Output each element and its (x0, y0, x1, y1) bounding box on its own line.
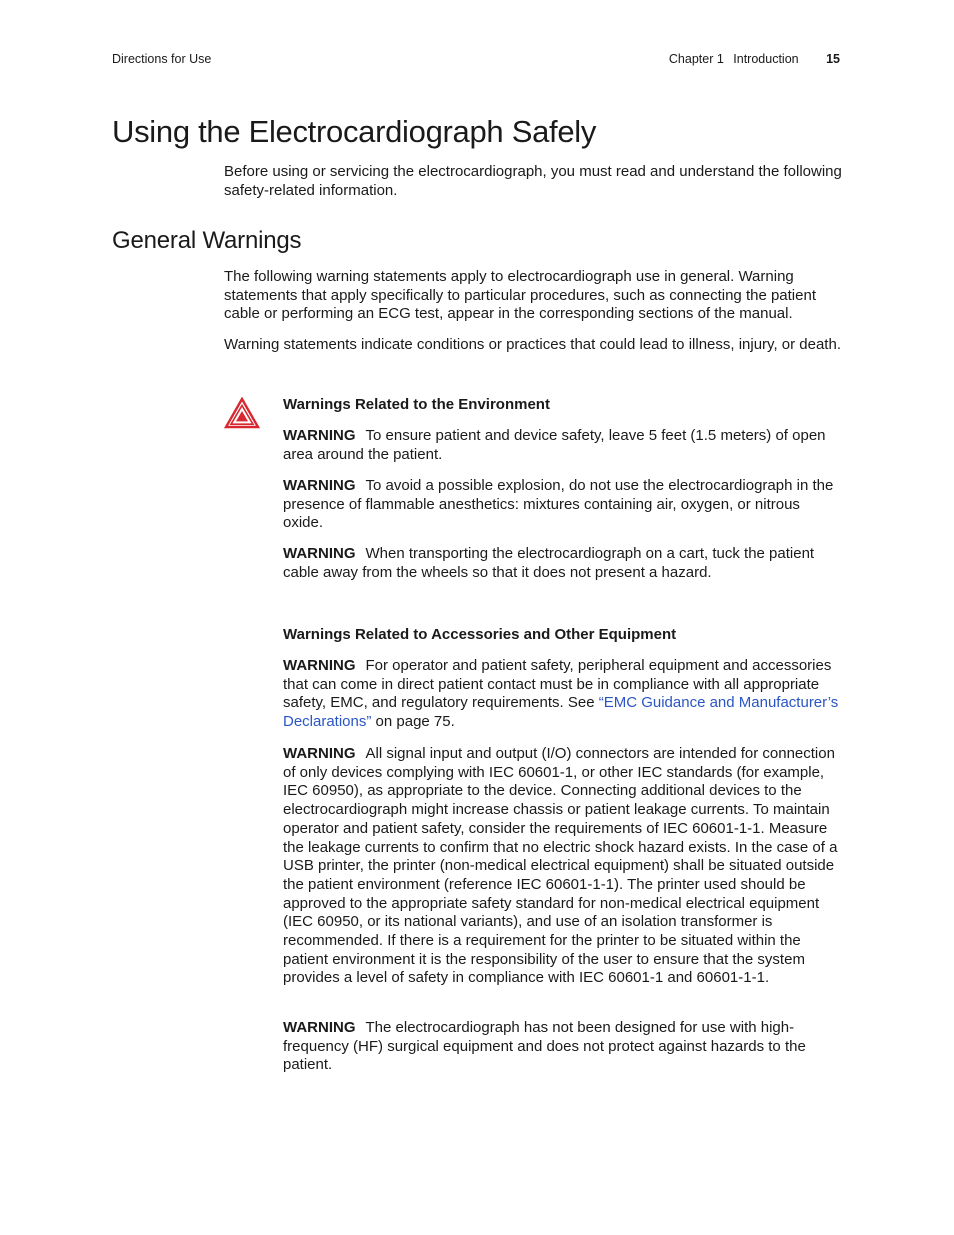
doc-title: Directions for Use (112, 52, 212, 66)
warning-text: To avoid a possible explosion, do not use the electrocardiograph in the presence of flammable anesthetics: mixtures containing air, oxygen, or nitrous oxide. (283, 477, 834, 532)
section-heading-general-warnings: General Warnings (112, 227, 302, 254)
header-right (669, 52, 840, 66)
environment-warning-1 (283, 427, 841, 464)
page-title: Using the Electrocardiograph Safely (112, 114, 597, 149)
chapter-label: Chapter 1 (668, 52, 724, 66)
accessories-warning-1 (283, 657, 841, 732)
warning-text: The electrocardiograph has not been designed for use with high-frequency (HF) surgical equipment and does not protect against hazards to the patient. (283, 1019, 806, 1074)
warning-text: All signal input and output (I/O) connectors are intended for connection of only devices complying with IEC 60601-1, or other IEC standards (for example, IEC 60950), as appropriate to the device. Connecting additional devices to the electrocardiograph might increase chassis or patient leakage currents. To maintain operator and patient safety, consider the requirements of IEC 60601-1-1. Measure the leakage currents to confirm that no electric shock hazard exists. In the case of a USB printer, the printer (non-medical electrical equipment) shall be situated outside the patient environment (reference IEC 60601-1-1). The printer used should be approved to the appropriate safety standard for non-medical electrical equipment (IEC 60950, or its national variants), and use of an isolation transformer is recommended. If there is a requirement for the printer to be situated within the patient environment it is the responsibility of the user to ensure that the system provides a level of safety in compliance with IEC 60601-1 and 60601-1-1. (283, 745, 838, 987)
emc-guidance-link[interactable]: “EMC Guidance and Manufacturer’s Declarations” (283, 694, 839, 731)
environment-warning-3 (283, 545, 841, 582)
warning-text: When transporting the electrocardiograph on a cart, tuck the patient cable away from the wheels so that it does not present a hazard. (283, 545, 815, 581)
environment-warning-2 (283, 477, 841, 533)
warning-label: WARNING (283, 745, 356, 762)
page-header (112, 52, 840, 70)
page-number: 15 (826, 52, 840, 66)
warning-text: For operator and patient safety, peripheral equipment and accessories that can come in direct patient contact must be in compliance with all appropriate safety, EMC, and regulatory requirements. See (283, 657, 832, 712)
accessories-warning-3 (283, 1019, 841, 1075)
warning-text-after: on page 75. (371, 713, 455, 731)
warning-label: WARNING (283, 1019, 356, 1036)
warning-label: WARNING (283, 427, 356, 444)
section-label: Introduction (733, 52, 799, 66)
intro-paragraph: Before using or servicing the electrocardiograph, you must read and understand the following safety-related information. (224, 163, 842, 199)
warning-label: WARNING (283, 545, 356, 562)
general-warnings-paragraph-2: Warning statements indicate conditions or practices that could lead to illness, injury, or death. (224, 336, 841, 353)
accessories-warning-2 (283, 745, 841, 988)
accessories-warnings-heading: Warnings Related to Accessories and Other Equipment (283, 626, 677, 643)
warning-label: WARNING (283, 657, 356, 674)
warning-label: WARNING (283, 477, 356, 494)
warning-text: To ensure patient and device safety, leave 5 feet (1.5 meters) of open area around the patient. (283, 427, 826, 463)
general-warnings-paragraph-1: The following warning statements apply to electrocardiograph use in general. Warning statements that apply specifically to particular procedures, such as connecting the patient cable or performing an ECG test, appear in the corresponding sections of the manual. (224, 268, 816, 323)
environment-warnings-heading: Warnings Related to the Environment (283, 396, 550, 413)
hazard-triangle-icon (224, 397, 260, 429)
